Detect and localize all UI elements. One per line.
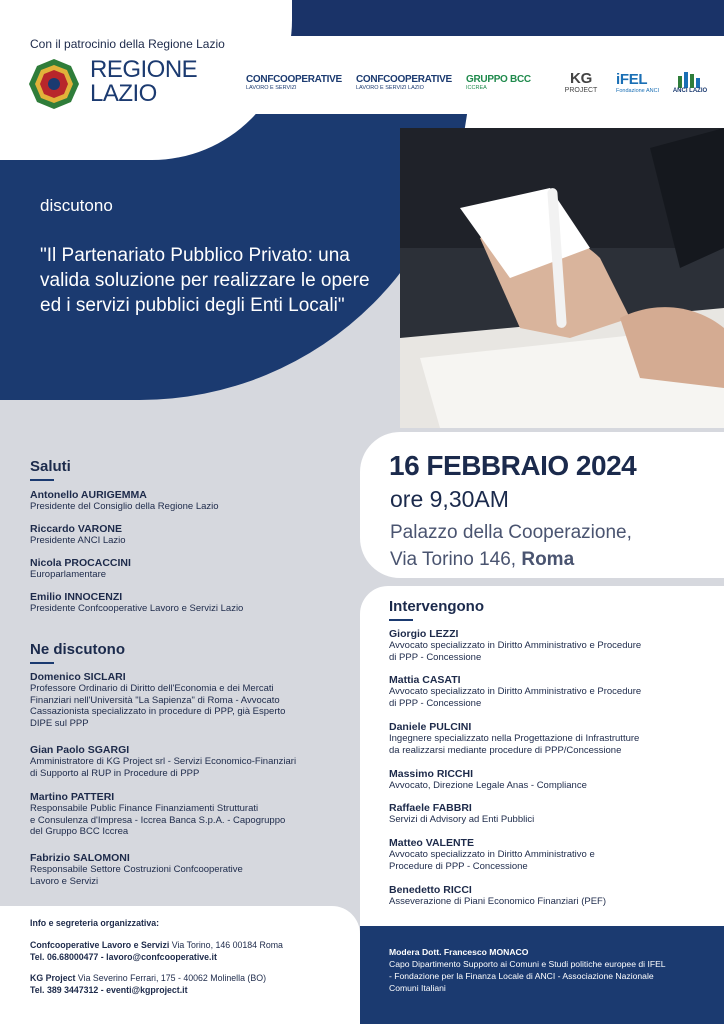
org-name: Confcooperative Lavoro e Servizi: [30, 940, 170, 950]
venue-name: Palazzo della Cooperazione,: [390, 522, 632, 543]
speaker-role: Avvocato specializzato in Diritto Amministrativo e Procedure: [389, 686, 642, 697]
discussant-item: [30, 791, 355, 838]
info-org-confcooperative: [30, 939, 350, 963]
hero-intro: discutono: [40, 196, 113, 215]
info-heading: Info e segreteria organizzativa:: [30, 918, 160, 928]
venue-city: Roma: [521, 549, 575, 570]
regione-lazio-emblem-icon: [28, 58, 80, 110]
sponsor-confcooperative-lazio: [356, 66, 456, 98]
patrocinio-text: Con il patrocinio della Regione Lazio: [30, 37, 225, 51]
moderator-name: Modera Dott. Francesco MONACO: [389, 947, 529, 957]
speaker-role: Servizi di Advisory ad Enti Pubblici: [389, 814, 535, 825]
speaker-name: Benedetto RICCI: [389, 884, 472, 896]
discussant-item: [30, 852, 355, 887]
org-name: KG Project: [30, 973, 76, 983]
sponsor-ifel: [616, 66, 662, 98]
anci-lazio-icon: [675, 70, 705, 88]
sponsor-sub: ANCI LAZIO: [672, 88, 708, 94]
speaker-role: da realizzarsi mediante procedure di PPP/Concessione: [389, 744, 622, 756]
speaker-item: [389, 837, 709, 872]
discussant-name: Fabrizio SALOMONI: [30, 852, 130, 864]
speaker-item: [389, 628, 709, 663]
moderator-role: Comuni Italiani: [389, 983, 446, 993]
sponsor-sub: LAVORO E SERVIZI LAZIO: [356, 84, 424, 91]
speaker-role: Avvocato, Direzione Legale Anas - Compliance: [389, 780, 587, 791]
saluti-heading: Saluti: [30, 458, 71, 475]
speaker-role: Procedure di PPP - Concessione: [389, 860, 528, 872]
event-time: ore 9,30AM: [390, 486, 509, 512]
sponsor-sub: PROJECT: [564, 87, 598, 94]
regione-line1: REGIONE: [90, 56, 198, 83]
speaker-name: Raffaele FABBRI: [389, 802, 472, 814]
intervengono-heading: Intervengono: [389, 598, 485, 615]
sponsor-name: GRUPPO BCC: [466, 73, 531, 85]
greeting-item: [30, 557, 350, 581]
discussant-name: Martino PATTERI: [30, 791, 115, 803]
discussant-role: di Supporto al RUP in Procedure di PPP: [30, 767, 200, 779]
greeting-item: [30, 523, 350, 547]
greeting-name: Emilio INNOCENZI: [30, 591, 123, 603]
sponsor-sub: ICCREA: [466, 84, 487, 91]
ne-discutono-heading: Ne discutono: [30, 641, 126, 658]
event-venue: [390, 519, 632, 573]
greeting-role: Presidente ANCI Lazio: [30, 535, 126, 546]
sponsor-name: CONFCOOPERATIVE: [246, 73, 342, 85]
sponsor-anci-lazio: [668, 66, 712, 98]
discussant-item: [30, 744, 355, 779]
sponsor-sub: Fondazione ANCI: [616, 87, 660, 94]
greeting-name: Nicola PROCACCINI: [30, 557, 131, 569]
saluti-underline: [30, 479, 54, 481]
greeting-name: Antonello AURIGEMMA: [30, 489, 147, 501]
moderator-block: [389, 946, 699, 994]
discussant-role: Cassazionista specializzato in procedure di PPP, già Esperto: [30, 706, 286, 717]
discussant-name: Gian Paolo SGARGI: [30, 744, 130, 756]
hero-photo: [400, 128, 724, 428]
discussant-name: Domenico SICLARI: [30, 671, 126, 683]
speaker-name: Matteo VALENTE: [389, 837, 474, 849]
discussant-role: Amministratore di KG Project srl - Servizi Economico-Finanziari: [30, 756, 297, 767]
discussant-item: [30, 671, 355, 729]
discussant-role: e Consulenza d'Impresa - Iccrea Banca S.p.A. - Capogruppo: [30, 814, 286, 826]
info-org-kgproject: [30, 972, 350, 996]
sponsor-kg-project: [558, 66, 604, 98]
org-contact[interactable]: Tel. 389 3447312 - eventi@kgproject.it: [30, 985, 188, 995]
ne-discutono-underline: [30, 662, 54, 664]
discussant-role: Professore Ordinario di Diritto dell'Economia e dei Mercati: [30, 683, 274, 694]
speaker-role: Avvocato specializzato in Diritto Amministrativo e Procedure: [389, 640, 642, 651]
sponsor-sub: LAVORO E SERVIZI: [246, 84, 297, 91]
intervengono-underline: [389, 619, 413, 621]
speaker-item: [389, 674, 709, 709]
speaker-role: Asseverazione di Piani Economico Finanziari (PEF): [389, 896, 607, 907]
greeting-role: Europarlamentare: [30, 569, 107, 580]
moderator-role: - Fondazione per la Finanza Locale di ANCI - Associazione Nazionale: [389, 971, 654, 981]
speaker-role: di PPP - Concessione: [389, 697, 482, 709]
speaker-item: [389, 768, 709, 792]
discussant-role: DIPE sul PPP: [30, 717, 89, 729]
sponsor-name: KG: [570, 70, 592, 87]
speaker-item: [389, 884, 709, 908]
greeting-item: [30, 489, 350, 513]
discussant-role: Responsabile Settore Costruzioni Confcooperative: [30, 864, 243, 875]
conference-title: "Il Partenariato Pubblico Privato: una valida soluzione per realizzare le opere ed i servizi pubblici degli Enti Locali": [40, 245, 370, 316]
regione-line2: LAZIO: [90, 80, 157, 107]
greeting-name: Riccardo VARONE: [30, 523, 122, 535]
discussant-role: Lavoro e Servizi: [30, 875, 99, 887]
sponsor-name: CONFCOOPERATIVE: [356, 73, 452, 85]
sponsor-gruppo-bcc: [466, 66, 548, 98]
discussant-role: Finanziari nell'Università "La Sapienza" di Roma - Avvocato: [30, 694, 280, 706]
speaker-role: Ingegnere specializzato nella Progettazione di Infrastrutture: [389, 733, 640, 744]
venue-address: [390, 546, 632, 573]
org-contact[interactable]: Tel. 06.68000477 - lavoro@confcooperative.it: [30, 952, 217, 962]
greeting-role: Presidente Confcooperative Lavoro e Servizi Lazio: [30, 603, 244, 614]
org-address: Via Severino Ferrari, 175 - 40062 Molinella (BO): [75, 973, 266, 983]
signing-document-image: [400, 128, 724, 428]
discussant-role: Responsabile Public Finance Finanziamenti Strutturati: [30, 803, 259, 814]
regione-lazio-wordmark: [90, 58, 197, 106]
speaker-item: [389, 802, 709, 826]
greeting-item: [30, 591, 350, 615]
discussant-role: del Gruppo BCC Iccrea: [30, 826, 129, 837]
org-address: Via Torino, 146 00184 Roma: [169, 940, 283, 950]
speaker-role: Avvocato specializzato in Diritto Amministrativo e: [389, 849, 595, 860]
speaker-item: [389, 721, 709, 756]
speaker-name: Daniele PULCINI: [389, 721, 472, 733]
sponsor-confcooperative-lavoro: [246, 66, 342, 98]
speaker-name: Massimo RICCHI: [389, 768, 474, 780]
greeting-role: Presidente del Consiglio della Regione Lazio: [30, 501, 219, 512]
sponsor-name: iFEL: [616, 70, 648, 88]
event-date: 16 FEBBRAIO 2024: [389, 450, 637, 481]
moderator-role: Capo Dipartimento Supporto ai Comuni e Studi politiche europee di IFEL: [389, 959, 666, 969]
speaker-name: Giorgio LEZZI: [389, 628, 459, 640]
speaker-name: Mattia CASATI: [389, 674, 461, 686]
speaker-role: di PPP - Concessione: [389, 651, 482, 663]
venue-street: Via Torino 146,: [390, 549, 522, 570]
